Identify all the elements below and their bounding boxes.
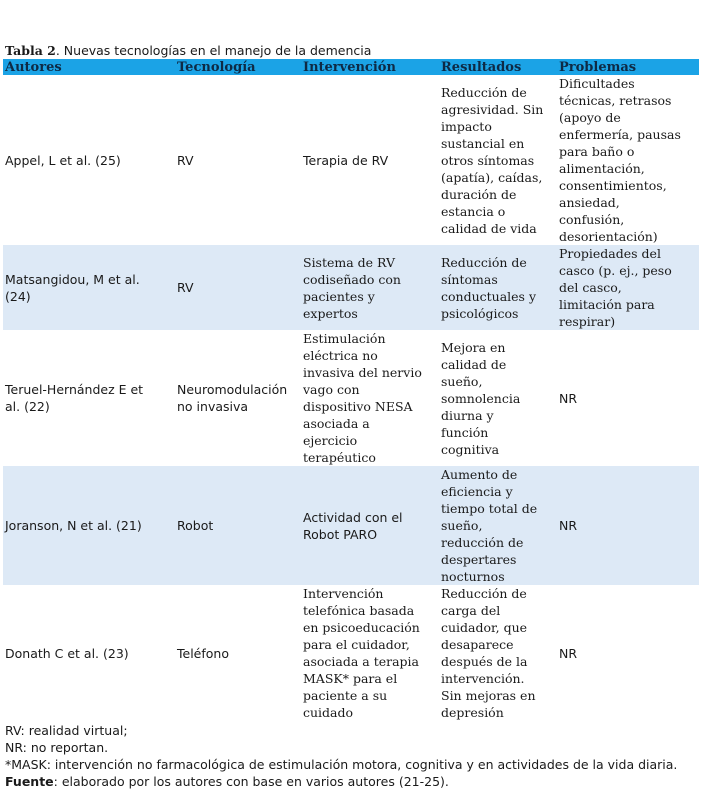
cell-resultados: Reducción de síntomas conductuales y psicológicos: [439, 245, 557, 330]
table-header-row: [3, 59, 699, 75]
cell-autores: Joranson, N et al. (21): [3, 466, 175, 585]
header-tecnologia: Tecnología: [175, 59, 301, 75]
header-autores: Autores: [3, 59, 175, 75]
cell-autores: Appel, L et al. (25): [5, 152, 121, 168]
technology-table: [3, 59, 699, 721]
cell-intervencion: Actividad con el Robot PARO: [301, 466, 439, 585]
note-mask: *MASK: intervención no farmacológica de estimulación motora, cognitiva y en actividades de la vida diaria.: [5, 757, 678, 772]
cell-intervencion: Estimulación eléctrica no invasiva del nervio vago con dispositivo NESA asociada a ejercicio terapéutico: [303, 331, 422, 465]
cell-problemas: NR: [559, 645, 578, 661]
cell-tecnologia: Teléfono: [177, 645, 229, 661]
cell-autores: Teruel-Hernández E et al. (22): [5, 382, 144, 414]
table-row: [3, 245, 699, 330]
header-problemas: Problemas: [557, 59, 699, 75]
fuente-text: : elaborado por los autores con base en varios autores (21-25).: [53, 774, 449, 789]
cell-problemas: NR: [559, 390, 578, 406]
table-notes: [5, 722, 695, 790]
cell-problemas: Propiedades del casco (p. ej., peso del casco, limitación para respirar): [557, 245, 699, 330]
fuente-label: Fuente: [5, 774, 54, 789]
table-row: [3, 330, 699, 466]
cell-autores: Matsangidou, M et al. (24): [3, 245, 175, 330]
cell-resultados: Reducción de carga del cuidador, que desaparece después de la intervención. Sin mejoras en depresión: [441, 586, 536, 720]
cell-tecnologia: RV: [177, 152, 194, 168]
caption-text: . Nuevas tecnologías en el manejo de la demencia: [55, 43, 372, 58]
caption-label: Tabla 2: [5, 43, 56, 58]
cell-autores: Donath C et al. (23): [5, 645, 129, 661]
note-nr: NR: no reportan.: [5, 740, 109, 755]
table-row: [3, 466, 699, 585]
cell-intervencion: Intervención telefónica basada en psicoeducación para el cuidador, asociada a terapia MASK* para el paciente a su cuidado: [303, 586, 420, 720]
cell-resultados: Reducción de agresividad. Sin impacto sustancial en otros síntomas (apatía), caídas, duración de estancia o calidad de vida: [441, 84, 544, 236]
table-row: [3, 75, 699, 245]
cell-tecnologia: RV: [175, 245, 301, 330]
cell-intervencion: Terapia de RV: [303, 152, 389, 168]
cell-tecnologia: Neuromodulación no invasiva: [177, 382, 288, 414]
cell-resultados: Aumento de eficiencia y tiempo total de sueño, reducción de despertares nocturnos: [439, 466, 557, 585]
header-intervencion: Intervención: [301, 59, 439, 75]
cell-resultados: Mejora en calidad de sueño, somnolencia diurna y función cognitiva: [441, 339, 521, 457]
table-row: [3, 585, 699, 721]
note-fuente: [5, 773, 695, 790]
cell-problemas: NR: [557, 466, 699, 585]
header-resultados: Resultados: [439, 59, 557, 75]
cell-intervencion: Sistema de RV codiseñado con pacientes y expertos: [301, 245, 439, 330]
note-rv: RV: realidad virtual;: [5, 723, 128, 738]
table-caption: [5, 43, 371, 58]
cell-problemas: Dificultades técnicas, retrasos (apoyo de enfermería, pausas para baño o alimentación, consentimientos, ansiedad, confusión, desorientación): [559, 76, 681, 244]
cell-tecnologia: Robot: [175, 466, 301, 585]
